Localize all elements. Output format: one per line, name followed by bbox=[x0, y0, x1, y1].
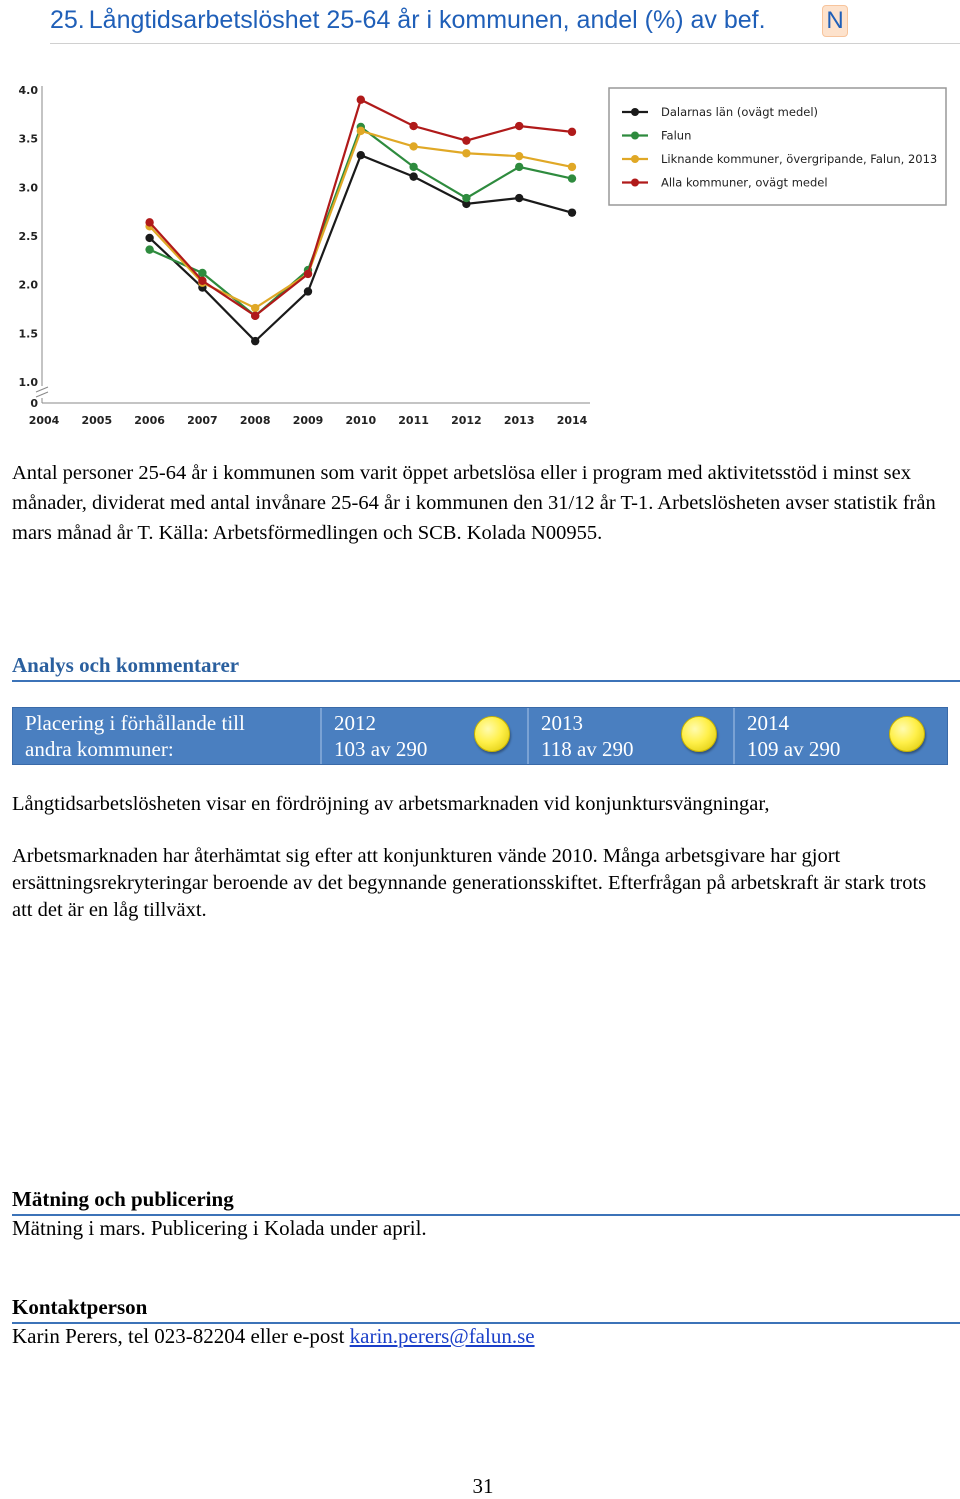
legend-swatch-point bbox=[631, 132, 639, 140]
data-point bbox=[462, 136, 470, 144]
series-line bbox=[150, 155, 572, 341]
x-tick-label: 2013 bbox=[503, 414, 535, 427]
section-number: 25. bbox=[50, 6, 85, 34]
legend-label: Dalarnas län (ovägt medel) bbox=[661, 105, 819, 119]
ranking-value: 118 av 290 bbox=[541, 737, 634, 761]
legend-label: Liknande kommuner, övergripande, Falun, 2013 bbox=[661, 152, 938, 166]
ranking-label bbox=[25, 710, 245, 762]
legend-label: Alla kommuner, ovägt medel bbox=[661, 175, 828, 190]
data-point bbox=[357, 96, 365, 104]
yellow-status-icon bbox=[889, 716, 925, 752]
data-point bbox=[409, 163, 417, 171]
legend-label: Falun bbox=[661, 128, 692, 143]
ranking-separator bbox=[527, 708, 529, 764]
section-title: Långtidsarbetslöshet 25-64 år i kommunen, andel (%) av bef. bbox=[88, 6, 766, 34]
x-tick-label: 2010 bbox=[345, 414, 377, 427]
data-point bbox=[409, 142, 417, 150]
measurement-text: Mätning i mars. Publicering i Kolada under april. bbox=[12, 1216, 427, 1240]
analysis-paragraph-2: Arbetsmarknaden har återhämtat sig efter att konjunkturen vände 2010. Många arbetsgivare har gjort ersättningsrekryteringar beroende av det begynnande generationsskiftet. Efterfrågan på arbetskraft är stark trots att det är en låg tillväxt. bbox=[12, 845, 927, 921]
y-tick-label: 0 bbox=[30, 397, 38, 410]
data-point bbox=[251, 304, 259, 312]
x-tick-label: 2009 bbox=[292, 414, 324, 427]
ranking-label-line1: Placering i förhållande till bbox=[25, 711, 245, 735]
data-point bbox=[198, 277, 206, 285]
contact-text bbox=[12, 1322, 535, 1350]
data-point bbox=[462, 194, 470, 202]
chart-legend bbox=[609, 88, 946, 205]
legend-swatch-point bbox=[631, 179, 639, 187]
ranking-separator bbox=[733, 708, 735, 764]
data-point bbox=[568, 174, 576, 182]
data-point bbox=[145, 218, 153, 226]
contact-email-link[interactable]: karin.perers@falun.se bbox=[349, 1324, 535, 1348]
data-point bbox=[515, 194, 523, 202]
data-point bbox=[304, 287, 312, 295]
chart-axes bbox=[19, 84, 591, 427]
x-tick-label: 2008 bbox=[239, 414, 271, 427]
data-point bbox=[515, 163, 523, 171]
chart-series bbox=[145, 96, 576, 346]
data-point bbox=[357, 127, 365, 135]
yellow-status-icon bbox=[681, 716, 717, 752]
contact-heading: Kontaktperson bbox=[12, 1294, 960, 1324]
legend-swatch-point bbox=[631, 155, 639, 163]
x-tick-label: 2005 bbox=[81, 414, 113, 427]
indicator-description: Antal personer 25-64 år i kommunen som varit öppet arbetslösa eller i program med aktivitetsstöd i minst sex månader, dividerat med antal invånare 25-64 år i kommunen den 31/12 år T-1. Arbetslösheten avser statistik från mars månad år T. Källa: Arbetsförmedlingen och SCB. Kolada N00955. bbox=[12, 462, 936, 544]
ranking-2012 bbox=[334, 710, 427, 762]
data-point bbox=[145, 234, 153, 242]
data-point bbox=[515, 122, 523, 130]
ranking-label-line2: andra kommuner: bbox=[25, 737, 174, 761]
ranking-year: 2014 bbox=[747, 711, 789, 735]
ranking-2014 bbox=[747, 710, 840, 762]
data-point bbox=[409, 172, 417, 180]
ranking-year: 2013 bbox=[541, 711, 583, 735]
x-tick-label: 2006 bbox=[134, 414, 165, 427]
data-point bbox=[145, 245, 153, 253]
y-tick-label: 3.5 bbox=[18, 132, 38, 146]
data-point bbox=[568, 208, 576, 216]
ranking-bar bbox=[12, 707, 948, 765]
data-point bbox=[515, 152, 523, 160]
y-tick-label: 3.0 bbox=[18, 181, 38, 195]
data-point bbox=[568, 128, 576, 136]
ranking-value: 103 av 290 bbox=[334, 737, 428, 761]
ranking-year: 2012 bbox=[334, 711, 376, 735]
page-number: 31 bbox=[472, 1474, 494, 1498]
data-point bbox=[462, 149, 470, 157]
analysis-paragraph-1: Långtidsarbetslösheten visar en fördröjning av arbetsmarknaden vid konjunktursvängningar, bbox=[12, 793, 770, 815]
line-chart bbox=[0, 74, 960, 434]
measurement-heading: Mätning och publicering bbox=[12, 1186, 960, 1216]
ranking-separator bbox=[320, 708, 322, 764]
page-title bbox=[50, 3, 960, 44]
y-tick-label: 2.5 bbox=[18, 230, 38, 243]
y-tick-label: 1.5 bbox=[18, 327, 38, 341]
x-tick-label: 2012 bbox=[451, 414, 482, 427]
x-tick-label: 2011 bbox=[398, 414, 429, 427]
data-point bbox=[251, 312, 259, 320]
data-point bbox=[357, 151, 365, 159]
y-tick-label: 4.0 bbox=[18, 84, 38, 97]
indicator-badge: N bbox=[822, 5, 848, 37]
x-tick-label: 2007 bbox=[187, 414, 218, 427]
y-tick-label: 2.0 bbox=[18, 278, 38, 292]
contact-details: Karin Perers, tel 023-82204 eller e-post bbox=[12, 1324, 350, 1348]
analysis-heading: Analys och kommentarer bbox=[12, 652, 960, 682]
x-tick-label: 2014 bbox=[556, 414, 588, 427]
x-tick-label: 2004 bbox=[28, 414, 60, 427]
ranking-2013 bbox=[541, 710, 634, 762]
data-point bbox=[251, 337, 259, 345]
y-tick-label: 1.0 bbox=[18, 376, 38, 389]
yellow-status-icon bbox=[474, 716, 510, 752]
data-point bbox=[304, 270, 312, 278]
data-point bbox=[409, 122, 417, 130]
legend-swatch-point bbox=[631, 108, 639, 116]
ranking-value: 109 av 290 bbox=[747, 737, 841, 761]
data-point bbox=[568, 163, 576, 171]
